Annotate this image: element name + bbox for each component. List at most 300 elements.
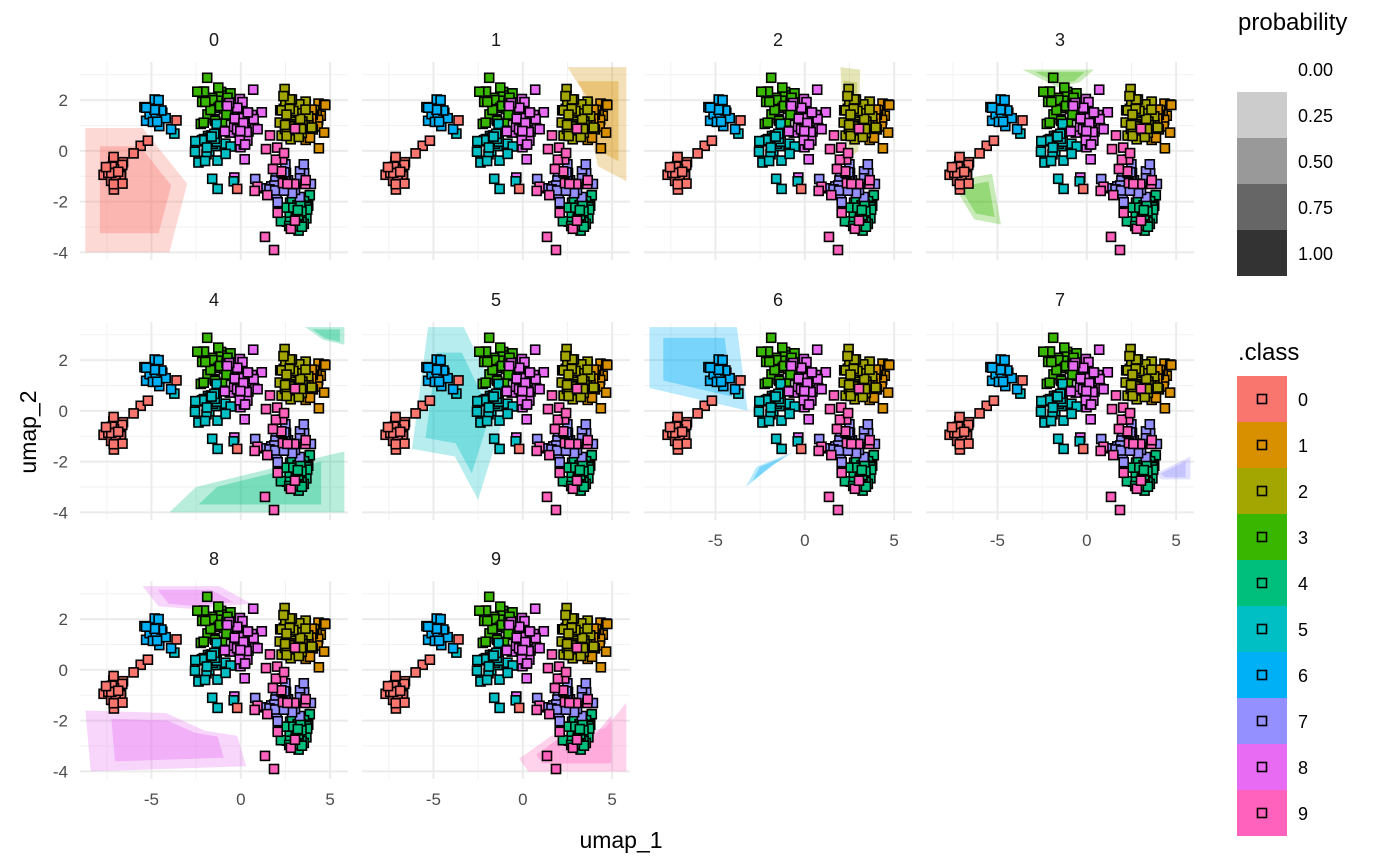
- data-point-class-9: [565, 698, 574, 707]
- data-point-class-9: [548, 650, 557, 659]
- data-point-class-9: [1119, 208, 1128, 217]
- data-point-class-0: [129, 409, 138, 418]
- data-point-class-9: [250, 446, 259, 455]
- data-point-class-9: [827, 451, 836, 460]
- data-point-class-3: [193, 87, 202, 96]
- data-point-class-8: [800, 127, 809, 136]
- data-point-class-2: [871, 383, 880, 392]
- data-point-class-8: [220, 387, 229, 396]
- data-point-class-1: [320, 128, 329, 137]
- data-point-class-7: [555, 717, 564, 726]
- data-point-class-6: [167, 125, 176, 134]
- data-point-class-6: [424, 622, 433, 631]
- data-point-class-8: [502, 387, 511, 396]
- data-point-class-8: [1099, 125, 1108, 134]
- data-point-class-3: [496, 343, 505, 352]
- data-point-class-9: [552, 246, 561, 255]
- data-point-class-9: [250, 186, 259, 195]
- data-point-class-0: [960, 167, 969, 176]
- data-point-class-9: [283, 439, 292, 448]
- data-point-class-9: [555, 468, 564, 477]
- data-point-class-9: [262, 664, 271, 673]
- data-point-class-3: [1049, 73, 1058, 82]
- data-point-class-0: [707, 136, 716, 145]
- data-point-class-9: [291, 643, 300, 652]
- data-point-class-8: [1099, 385, 1108, 394]
- data-point-class-7: [1119, 198, 1128, 207]
- probability-legend-key: [1237, 92, 1287, 138]
- data-point-class-9: [552, 765, 561, 774]
- data-point-class-4: [575, 725, 584, 734]
- data-point-class-0: [989, 396, 998, 405]
- data-point-class-9: [273, 468, 282, 477]
- data-point-class-2: [282, 110, 291, 119]
- data-point-class-9: [532, 705, 541, 714]
- data-point-class-0: [109, 153, 118, 162]
- data-point-class-1: [1166, 128, 1175, 137]
- data-point-class-8: [535, 125, 544, 134]
- data-point-class-6: [435, 636, 444, 645]
- data-point-class-5: [201, 676, 210, 685]
- facet-strip-label-7: 7: [1054, 290, 1066, 310]
- data-point-class-0: [797, 184, 806, 193]
- data-point-class-5: [201, 417, 210, 426]
- data-point-class-3: [201, 97, 210, 106]
- data-point-class-7: [863, 160, 872, 169]
- data-point-class-5: [202, 662, 211, 671]
- data-point-class-9: [291, 216, 300, 225]
- y-tick-label: 0: [58, 660, 68, 680]
- data-point-class-6: [706, 103, 715, 112]
- data-point-class-9: [830, 131, 839, 140]
- data-point-class-0: [960, 427, 969, 436]
- data-point-class-1: [884, 388, 893, 397]
- data-point-class-3: [485, 333, 494, 342]
- data-point-class-0: [143, 136, 152, 145]
- data-point-class-9: [291, 384, 300, 393]
- data-point-class-2: [583, 105, 592, 114]
- class-legend-swatch: [1237, 560, 1287, 606]
- y-tick-label: -2: [52, 711, 68, 731]
- data-point-class-0: [955, 440, 964, 449]
- data-point-class-5: [755, 407, 764, 416]
- facet-strip-label-5: 5: [490, 290, 502, 310]
- facet-strip-label-6: 6: [772, 290, 784, 310]
- data-point-class-0: [454, 116, 463, 125]
- data-point-class-6: [424, 363, 433, 372]
- data-point-class-9: [283, 179, 292, 188]
- data-point-class-0: [118, 698, 127, 707]
- data-point-class-6: [1013, 125, 1022, 134]
- data-point-class-0: [736, 116, 745, 125]
- data-point-class-5: [483, 417, 492, 426]
- data-point-class-5: [489, 132, 498, 141]
- data-point-class-5: [765, 417, 774, 426]
- data-point-class-2: [1153, 123, 1162, 132]
- data-point-class-3: [757, 347, 766, 356]
- data-point-class-6: [731, 125, 740, 134]
- data-point-class-3: [1047, 97, 1056, 106]
- data-point-class-3: [485, 73, 494, 82]
- data-point-class-6: [167, 644, 176, 653]
- data-point-class-9: [1107, 492, 1116, 501]
- data-point-class-9: [543, 232, 552, 241]
- data-point-class-9: [545, 191, 554, 200]
- data-point-class-7: [863, 420, 872, 429]
- data-point-class-8: [223, 102, 232, 111]
- data-point-class-6: [142, 103, 151, 112]
- data-point-class-6: [142, 622, 151, 631]
- x-tick-label: 0: [236, 790, 246, 809]
- data-point-class-3: [765, 357, 774, 366]
- data-point-class-8: [525, 627, 534, 636]
- data-point-class-9: [266, 650, 275, 659]
- data-point-class-5: [771, 392, 780, 401]
- data-point-class-6: [424, 103, 433, 112]
- data-point-class-0: [707, 396, 716, 405]
- data-point-class-3: [475, 347, 484, 356]
- data-point-class-9: [280, 149, 289, 158]
- data-point-class-5: [221, 668, 230, 677]
- y-tick-label: 2: [58, 610, 68, 630]
- data-point-class-0: [975, 149, 984, 158]
- data-point-class-3: [201, 616, 210, 625]
- data-point-class-9: [855, 216, 864, 225]
- probability-region-class-6: [746, 452, 794, 488]
- x-tick-label: -5: [989, 531, 1006, 550]
- data-point-class-2: [279, 92, 288, 101]
- data-point-class-9: [565, 179, 574, 188]
- data-point-class-0: [109, 440, 118, 449]
- class-legend-label: 6: [1298, 666, 1309, 686]
- data-point-class-8: [518, 127, 527, 136]
- data-point-class-8: [1066, 387, 1075, 396]
- data-point-class-1: [321, 101, 330, 110]
- data-point-class-5: [1067, 149, 1076, 158]
- data-point-class-9: [550, 425, 559, 434]
- data-point-class-5: [1059, 184, 1068, 193]
- data-point-class-5: [1047, 157, 1056, 166]
- data-point-class-2: [561, 352, 570, 361]
- data-point-class-9: [543, 751, 552, 760]
- data-point-class-3: [201, 357, 210, 366]
- data-point-class-9: [270, 765, 279, 774]
- data-point-class-4: [293, 206, 302, 215]
- data-point-class-3: [214, 602, 223, 611]
- data-point-class-5: [191, 407, 200, 416]
- data-point-class-3: [199, 637, 208, 646]
- data-point-class-0: [1079, 444, 1088, 453]
- x-tick-label: -5: [425, 790, 442, 809]
- data-point-class-2: [1125, 352, 1134, 361]
- data-point-class-2: [589, 123, 598, 132]
- data-point-class-5: [1047, 417, 1056, 426]
- facet-panel-6: [644, 290, 912, 550]
- data-point-class-9: [545, 710, 554, 719]
- data-point-class-8: [236, 387, 245, 396]
- data-point-class-9: [301, 176, 310, 185]
- data-point-class-9: [834, 246, 843, 255]
- data-point-class-5: [495, 184, 504, 193]
- facet-panel-3: [926, 30, 1194, 260]
- data-point-class-8: [249, 85, 258, 94]
- facet-strip-label-3: 3: [1054, 30, 1066, 50]
- data-point-class-0: [411, 149, 420, 158]
- class-legend: [1237, 339, 1308, 836]
- data-point-class-8: [241, 400, 250, 409]
- data-point-class-3: [757, 87, 766, 96]
- data-point-class-2: [589, 642, 598, 651]
- data-point-class-7: [837, 198, 846, 207]
- data-point-class-1: [314, 144, 323, 153]
- data-point-class-1: [1166, 388, 1175, 397]
- probability-legend-key: [1237, 230, 1287, 276]
- data-point-class-8: [535, 385, 544, 394]
- data-point-class-2: [1127, 120, 1136, 129]
- data-point-class-9: [1109, 451, 1118, 460]
- data-point-class-5: [1053, 392, 1062, 401]
- class-legend-keys: [1237, 376, 1308, 836]
- class-legend-label: 4: [1298, 574, 1309, 594]
- data-point-class-9: [273, 727, 282, 736]
- data-point-class-9: [855, 124, 864, 133]
- facet-panel-8: [53, 549, 348, 809]
- data-point-class-5: [1037, 407, 1046, 416]
- data-point-class-0: [400, 179, 409, 188]
- data-point-class-8: [1069, 362, 1078, 371]
- data-point-class-0: [172, 376, 181, 385]
- data-point-class-9: [562, 668, 571, 677]
- data-point-class-7: [581, 420, 590, 429]
- data-point-class-5: [503, 668, 512, 677]
- data-point-class-8: [518, 646, 527, 655]
- data-point-class-4: [857, 466, 866, 475]
- data-point-class-3: [203, 333, 212, 342]
- data-point-class-8: [241, 659, 250, 668]
- data-point-class-5: [1037, 137, 1046, 146]
- y-tick-label: -2: [52, 452, 68, 472]
- data-point-class-1: [885, 101, 894, 110]
- data-point-class-1: [602, 388, 611, 397]
- data-point-class-9: [830, 391, 839, 400]
- data-point-class-9: [544, 664, 553, 673]
- data-point-class-0: [515, 444, 524, 453]
- data-point-class-5: [191, 137, 200, 146]
- data-point-class-5: [191, 666, 200, 675]
- data-point-class-6: [999, 117, 1008, 126]
- data-point-class-3: [214, 83, 223, 92]
- data-point-class-4: [1139, 206, 1148, 215]
- data-point-class-3: [778, 83, 787, 92]
- class-legend-swatch: [1237, 698, 1287, 744]
- data-point-class-5: [473, 137, 482, 146]
- data-point-class-9: [550, 684, 559, 693]
- data-point-class-3: [214, 343, 223, 352]
- data-point-class-8: [804, 415, 813, 424]
- data-point-class-5: [473, 407, 482, 416]
- data-point-class-8: [787, 102, 796, 111]
- data-point-class-8: [817, 125, 826, 134]
- data-point-class-0: [118, 439, 127, 448]
- data-point-class-6: [436, 615, 445, 624]
- data-point-class-2: [564, 629, 573, 638]
- data-point-class-0: [396, 686, 405, 695]
- data-point-class-9: [291, 735, 300, 744]
- data-point-class-9: [1126, 409, 1135, 418]
- data-point-class-2: [1127, 380, 1136, 389]
- data-point-class-9: [565, 439, 574, 448]
- data-point-class-9: [1116, 506, 1125, 515]
- data-point-class-5: [1037, 147, 1046, 156]
- data-point-class-1: [321, 361, 330, 370]
- facet-panel-5: [362, 290, 630, 520]
- data-point-class-3: [778, 343, 787, 352]
- data-point-class-8: [1087, 140, 1096, 149]
- data-point-class-5: [777, 184, 786, 193]
- data-point-class-5: [489, 392, 498, 401]
- data-point-class-9: [1114, 165, 1123, 174]
- data-point-class-8: [502, 127, 511, 136]
- data-point-class-9: [1147, 176, 1156, 185]
- data-point-class-9: [825, 232, 834, 241]
- data-point-class-6: [706, 363, 715, 372]
- data-point-class-3: [475, 606, 484, 615]
- data-point-class-6: [435, 117, 444, 126]
- class-legend-label: 1: [1298, 436, 1309, 456]
- data-point-class-3: [475, 87, 484, 96]
- data-point-class-1: [1160, 404, 1169, 413]
- data-point-class-0: [454, 635, 463, 644]
- data-point-class-4: [857, 206, 866, 215]
- data-point-class-0: [678, 427, 687, 436]
- data-point-class-1: [878, 404, 887, 413]
- facet-panel-7: [926, 290, 1194, 550]
- data-point-class-2: [583, 365, 592, 374]
- data-point-class-0: [425, 655, 434, 664]
- data-point-class-9: [266, 391, 275, 400]
- data-point-class-5: [484, 143, 493, 152]
- data-point-class-9: [1112, 131, 1121, 140]
- data-point-class-1: [878, 144, 887, 153]
- data-point-class-6: [999, 377, 1008, 386]
- data-point-class-0: [102, 163, 111, 172]
- data-point-class-0: [797, 444, 806, 453]
- data-point-class-9: [573, 643, 582, 652]
- data-point-class-1: [1167, 101, 1176, 110]
- data-point-class-5: [191, 656, 200, 665]
- data-point-class-9: [1129, 179, 1138, 188]
- data-point-class-9: [270, 246, 279, 255]
- data-point-class-8: [1082, 127, 1091, 136]
- data-point-class-8: [813, 345, 822, 354]
- probability-legend-key: [1237, 184, 1287, 230]
- facet-panel-2: [644, 30, 912, 260]
- data-point-class-8: [1095, 85, 1104, 94]
- data-point-class-2: [281, 380, 290, 389]
- data-point-class-0: [411, 668, 420, 677]
- data-point-class-9: [1109, 191, 1118, 200]
- data-point-class-1: [596, 144, 605, 153]
- data-point-class-9: [865, 436, 874, 445]
- data-point-class-8: [240, 674, 249, 683]
- data-point-class-0: [693, 409, 702, 418]
- data-point-class-9: [814, 446, 823, 455]
- data-point-class-8: [1076, 374, 1085, 383]
- data-point-class-9: [847, 179, 856, 188]
- data-point-class-6: [718, 356, 727, 365]
- probability-region-core-class-7: [1161, 461, 1186, 477]
- class-legend-swatch: [1237, 606, 1287, 652]
- data-point-class-9: [573, 476, 582, 485]
- data-point-class-1: [603, 101, 612, 110]
- data-point-class-9: [263, 710, 272, 719]
- data-point-class-5: [1048, 403, 1057, 412]
- data-point-class-9: [826, 145, 835, 154]
- data-point-class-0: [964, 179, 973, 188]
- data-point-class-9: [543, 492, 552, 501]
- data-point-class-9: [573, 384, 582, 393]
- data-point-class-5: [495, 703, 504, 712]
- data-point-class-6: [167, 385, 176, 394]
- data-point-class-0: [693, 149, 702, 158]
- data-point-class-9: [301, 695, 310, 704]
- data-point-class-9: [301, 436, 310, 445]
- probability-legend-label: 0.75: [1298, 198, 1334, 218]
- data-point-class-2: [1147, 105, 1156, 114]
- data-point-class-9: [544, 405, 553, 414]
- data-point-class-6: [153, 117, 162, 126]
- data-point-class-8: [243, 627, 252, 636]
- data-point-class-5: [213, 184, 222, 193]
- data-point-class-8: [805, 400, 814, 409]
- data-point-class-9: [562, 409, 571, 418]
- data-point-class-0: [425, 136, 434, 145]
- data-point-class-0: [682, 439, 691, 448]
- data-point-class-0: [666, 163, 675, 172]
- data-point-class-5: [1067, 409, 1076, 418]
- data-point-class-2: [1147, 365, 1156, 374]
- data-point-class-5: [772, 174, 781, 183]
- facet-panel-0: [53, 30, 348, 262]
- data-point-class-0: [109, 672, 118, 681]
- data-point-class-2: [1153, 383, 1162, 392]
- probability-legend-label: 0.00: [1298, 60, 1334, 80]
- data-point-class-9: [544, 145, 553, 154]
- data-point-class-0: [975, 409, 984, 418]
- data-point-class-4: [575, 206, 584, 215]
- data-point-class-9: [250, 705, 259, 714]
- data-point-class-5: [495, 444, 504, 453]
- data-point-class-5: [202, 403, 211, 412]
- data-point-class-9: [1137, 124, 1146, 133]
- class-legend-swatch: [1237, 514, 1287, 560]
- data-point-class-9: [583, 176, 592, 185]
- data-point-class-5: [755, 137, 764, 146]
- data-point-class-6: [717, 117, 726, 126]
- data-point-class-9: [291, 124, 300, 133]
- data-point-class-5: [191, 147, 200, 156]
- data-point-class-6: [988, 363, 997, 372]
- data-point-class-7: [837, 458, 846, 467]
- data-point-class-6: [153, 636, 162, 645]
- data-point-class-2: [845, 120, 854, 129]
- data-point-class-2: [561, 611, 570, 620]
- data-point-class-8: [505, 621, 514, 630]
- data-point-class-0: [143, 396, 152, 405]
- data-point-class-2: [307, 383, 316, 392]
- data-point-class-8: [249, 345, 258, 354]
- data-point-class-1: [596, 404, 605, 413]
